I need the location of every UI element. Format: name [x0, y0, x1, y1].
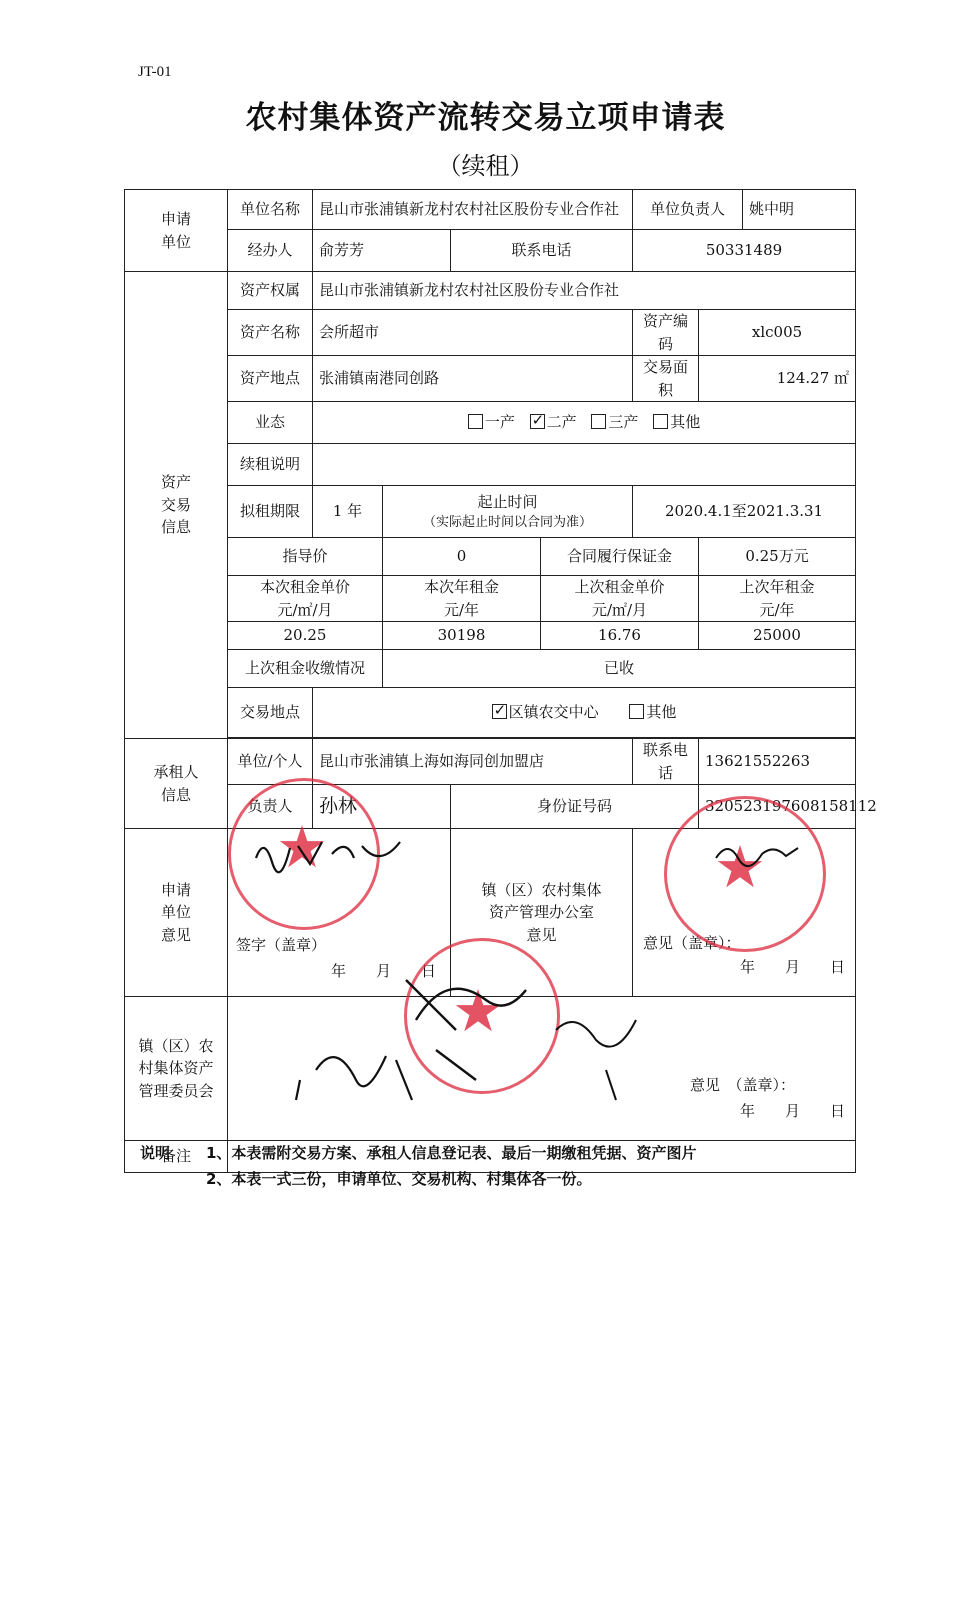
- unit-name-value: 昆山市张浦镇新龙村农村社区股份专业合作社: [313, 190, 633, 230]
- lessee-person-value: 孙林: [313, 785, 451, 829]
- office-opinion-label: 镇（区）农村集体 资产管理办公室 意见: [451, 829, 633, 997]
- committee-seal-star-icon: ★: [452, 977, 504, 1045]
- checkbox-checked-icon: [492, 704, 507, 719]
- term-value: 1 年: [313, 486, 383, 538]
- prev-collection-label: 上次租金收缴情况: [228, 650, 383, 688]
- section-lessee: 承租人 信息: [125, 739, 228, 829]
- prev-annual-header: 上次年租金 元/年: [699, 576, 856, 622]
- applicant-signature: [250, 828, 410, 878]
- lessee-id-label: 身份证号码: [451, 785, 699, 829]
- handler-value: 俞芳芳: [313, 230, 451, 272]
- venue-label: 交易地点: [228, 688, 313, 738]
- lessee-person-label: 负责人: [228, 785, 313, 829]
- notes-line-2: 2、本表一式三份，申请单位、交易机构、村集体各一份。: [206, 1170, 592, 1188]
- cur-annual-value: 30198: [383, 622, 541, 650]
- office-sign-label: 意见（盖章）：: [643, 933, 741, 952]
- applicant-sign-date: 年 月 日: [330, 961, 436, 980]
- office-seal-star-icon: ★: [714, 833, 766, 901]
- section-asset: 资产 交易 信息: [125, 272, 228, 739]
- cur-unit-price-header: 本次租金单价 元/㎡/月: [228, 576, 383, 622]
- notes-label: 说明: [140, 1144, 171, 1162]
- venue-options: [313, 688, 856, 738]
- asset-area-value: 124.27 ㎡: [699, 356, 856, 402]
- lessee-phone-label: 联系电话: [633, 739, 699, 785]
- asset-owner-value: 昆山市张浦镇新龙村农村社区股份专业合作社: [313, 272, 856, 310]
- asset-location-label: 资产地点: [228, 356, 313, 402]
- form-subtitle: （续租）: [437, 152, 534, 180]
- form-code: JT-01: [138, 64, 172, 80]
- checkbox-checked-icon: [530, 414, 545, 429]
- venue-row: [125, 688, 856, 738]
- renewal-note-value: [313, 444, 856, 486]
- asset-name-label: 资产名称: [228, 310, 313, 356]
- leader-value: 姚中明: [743, 190, 856, 230]
- applicant-sign-label: 签字（盖章）: [236, 935, 327, 954]
- applicant-row-1: [125, 190, 856, 230]
- office-sign-date: 年 月 日: [740, 957, 846, 976]
- applicant-phone-label: 联系电话: [451, 230, 633, 272]
- lessee-party-value: 昆山市张浦镇上海如海同创加盟店: [313, 739, 633, 785]
- asset-owner-row: [125, 272, 856, 310]
- section-opinion: 申请 单位 意见: [125, 829, 228, 997]
- rent-header-row: [125, 576, 856, 622]
- cur-unit-price-value: 20.25: [228, 622, 383, 650]
- venue-option-other[interactable]: 其他: [629, 703, 676, 721]
- asset-owner-label: 资产权属: [228, 272, 313, 310]
- asset-name-row: [125, 310, 856, 356]
- lessee-id-value: 320523197608158112: [699, 785, 856, 829]
- asset-location-row: [125, 356, 856, 402]
- lessee-phone-value: 13621552263: [699, 739, 856, 785]
- committee-sign-date: 年 月 日: [740, 1101, 846, 1120]
- period-label: 起止时间: [477, 492, 538, 511]
- deposit-label: 合同履行保证金: [541, 538, 699, 576]
- checkbox-icon: [468, 414, 483, 429]
- business-option-tertiary[interactable]: 三产: [591, 413, 638, 431]
- rent-values-row: [125, 622, 856, 650]
- venue-option-center[interactable]: ✓ 区镇农交中心: [492, 703, 599, 721]
- asset-code-label: 资产编码: [633, 310, 699, 356]
- business-type-label: 业态: [228, 402, 313, 444]
- prev-unit-price-header: 上次租金单价 元/㎡/月: [541, 576, 699, 622]
- period-label-cell: [383, 486, 633, 538]
- prev-collection-value: 已收: [383, 650, 856, 688]
- asset-name-value: 会所超市: [313, 310, 633, 356]
- checkbox-icon: [653, 414, 668, 429]
- committee-signatures: [286, 960, 666, 1120]
- section-committee: 镇（区）农 村集体资产 管理委员会: [125, 997, 228, 1141]
- renewal-note-label: 续租说明: [228, 444, 313, 486]
- notes-line-1: 说明 1、本表需附交易方案、承租人信息登记表、最后一期缴租凭据、资产图片: [140, 1140, 696, 1166]
- office-signature: [712, 836, 802, 870]
- period-value: 2020.4.1至2021.3.31: [633, 486, 856, 538]
- cur-annual-header: 本次年租金 元/年: [383, 576, 541, 622]
- business-option-other[interactable]: 其他: [653, 413, 700, 431]
- checkbox-icon: [629, 704, 644, 719]
- handler-label: 经办人: [228, 230, 313, 272]
- applicant-phone-value: 50331489: [633, 230, 856, 272]
- leader-label: 单位负责人: [633, 190, 743, 230]
- deposit-value: 0.25万元: [699, 538, 856, 576]
- notes-block: [140, 1140, 696, 1192]
- prev-unit-price-value: 16.76: [541, 622, 699, 650]
- business-option-secondary[interactable]: ✓ 二产: [530, 413, 577, 431]
- term-label: 拟租期限: [228, 486, 313, 538]
- unit-name-label: 单位名称: [228, 190, 313, 230]
- prev-annual-value: 25000: [699, 622, 856, 650]
- prev-collection-row: [125, 650, 856, 688]
- applicant-row-2: [125, 230, 856, 272]
- business-type-row: [125, 402, 856, 444]
- business-type-options: [313, 402, 856, 444]
- period-sublabel: （实际起止时间以合同为准）: [423, 515, 593, 530]
- term-row: [125, 486, 856, 538]
- lessee-party-label: 单位/个人: [228, 739, 313, 785]
- section-remarks: 备注: [125, 1141, 228, 1173]
- applicant-seal-star-icon: ★: [276, 813, 328, 881]
- asset-area-label: 交易面积: [633, 356, 699, 402]
- guide-price-label: 指导价: [228, 538, 383, 576]
- guide-price-value: 0: [383, 538, 541, 576]
- renewal-note-row: [125, 444, 856, 486]
- committee-sign-label: 意见 （盖章）：: [690, 1075, 796, 1094]
- checkbox-icon: [591, 414, 606, 429]
- guide-price-row: [125, 538, 856, 576]
- form-title: 农村集体资产流转交易立项申请表: [245, 100, 726, 136]
- business-option-primary[interactable]: 一产: [468, 413, 515, 431]
- asset-code-value: xlc005: [699, 310, 856, 356]
- section-applicant: 申请 单位: [125, 190, 228, 272]
- asset-location-value: 张浦镇南港同创路: [313, 356, 633, 402]
- lessee-row-1: [125, 739, 856, 785]
